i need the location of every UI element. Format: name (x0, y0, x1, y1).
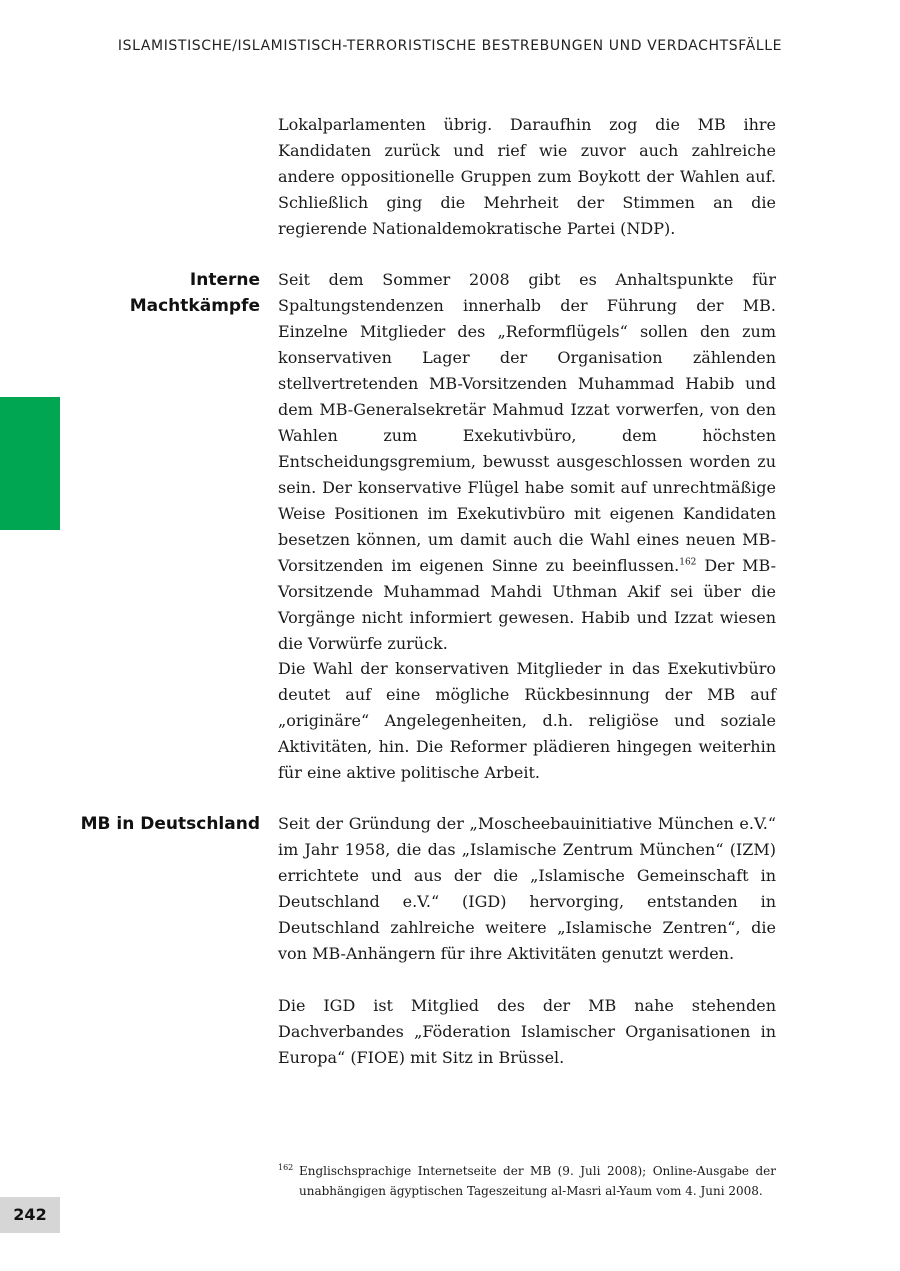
intro-paragraph: Lokalparlamenten übrig. Daraufhin zog die MB ihre Kandidaten zurück und rief wie zuvor auch zahlreiche andere oppositionelle Gruppen zum Boykott der Wahlen auf. Schließlich ging die Mehrheit der Stimmen an die regierende Nationaldemokratische Partei (NDP). (278, 115, 776, 238)
heading-line: Interne (189, 270, 260, 290)
deutschland-paragraph-1: Seit der Gründung der „Moscheebauinitiative München e.V.“ im Jahr 1958, die das „Islamische Zentrum München“ (IZM) errichtete und aus der die „Islamische Gemeinschaft in Deutschland e.V.“ (IGD) hervorging, entstanden in Deutschland zahlreiche weitere „Islamische Zentren“, die von MB-Anhängern für ihre Aktivitäten genutzt werden. (278, 814, 776, 963)
footnote (278, 1161, 776, 1201)
footnote-number: 162 (278, 1163, 294, 1172)
running-header: ISLAMISTISCHE/ISLAMISTISCH-TERRORISTISCHE BESTREBUNGEN UND VERDACHTSFÄLLE (117, 38, 783, 54)
heading-line: Machtkämpfe (129, 296, 260, 316)
footnote-text: Englischsprachige Internetseite der MB (9. Juli 2008); Online-Ausgabe der unabhängigen ägyptischen Tageszeitung al-Masri al-Yaum vom 4. Juni 2008. (299, 1164, 776, 1198)
footnote-reference[interactable]: 162 (679, 557, 697, 568)
paragraph-text: Der MB-Vorsitzende Muhammad Mahdi Uthman Akif sei über die Vorgänge nicht informiert gewesen. Habib und Izzat wiesen die Vorwürfe zurück. (278, 556, 776, 653)
section-heading-mb-in-deutschland: MB in Deutschland (80, 814, 260, 834)
deutschland-paragraph-2: Die IGD ist Mitglied des der MB nahe stehenden Dachverbandes „Föderation Islamischer Organisationen in Europa“ (FIOE) mit Sitz in Brüssel. (278, 996, 776, 1067)
interne-paragraph-2: Die Wahl der konservativen Mitglieder in das Exekutivbüro deutet auf eine mögliche Rückbesinnung der MB auf „originäre“ Angelegenheiten, d.h. religiöse und soziale Aktivitäten, hin. Die Reformer plädieren hingegen weiterhin für eine aktive politische Arbeit. (278, 659, 776, 782)
section-heading-interne-machtkaempfe (20, 267, 260, 319)
interne-paragraph-1 (278, 267, 776, 657)
paragraph-text: Seit dem Sommer 2008 gibt es Anhaltspunkte für Spaltungstendenzen innerhalb der Führung der MB. Einzelne Mitglieder des „Reformflügels“ sollen den zum konservativen Lager der Organisation zählenden stellvertretenden MB-Vorsitzenden Muhammad Habib und dem MB-Generalsekretär Mahmud Izzat vorwerfen, von den Wahlen zum Exekutivbüro, dem höchsten Entscheidungsgremium, bewusst ausgeschlossen worden zu sein. Der konservative Flügel habe somit auf unrechtmäßige Weise Positionen im Exekutivbüro mit eigenen Kandidaten besetzen können, um damit auch die Wahl eines neuen MB-Vorsitzenden im eigenen Sinne zu beeinflussen. (278, 270, 776, 575)
page-number: 242 (0, 1197, 60, 1233)
chapter-color-tab (0, 397, 60, 530)
